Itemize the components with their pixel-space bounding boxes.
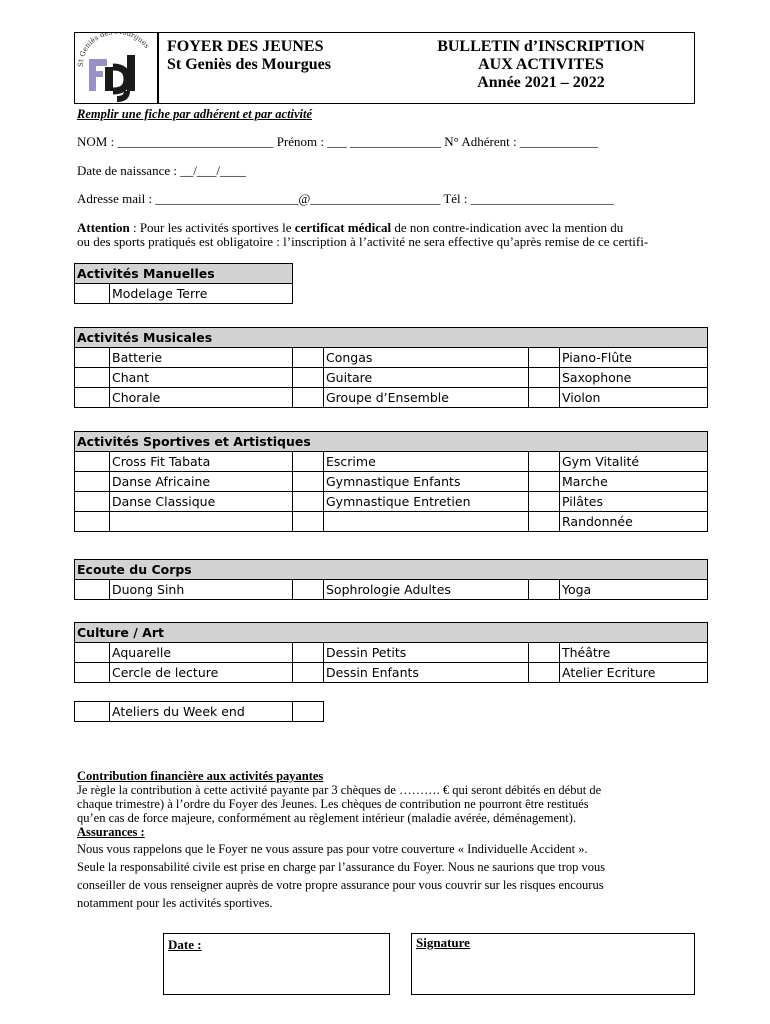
- activity-label: Dessin Petits: [324, 643, 529, 663]
- assurances-line-3: conseiller de vous renseigner auprès de votre propre assurance pour vous couvrir sur les risques encourus: [77, 878, 604, 892]
- org-line-1: FOYER DES JEUNES: [167, 38, 324, 55]
- fdj-logo-icon: [75, 33, 157, 103]
- checkbox[interactable]: [529, 348, 560, 368]
- contact-fields[interactable]: Adresse mail : ______________________@____________________ Tél : ______________________: [77, 191, 614, 206]
- checkbox[interactable]: [75, 580, 110, 600]
- activity-label: Théâtre: [560, 643, 708, 663]
- activity-label: Congas: [324, 348, 529, 368]
- activity-label: Pilâtes: [560, 492, 708, 512]
- activity-label: Dessin Enfants: [324, 663, 529, 683]
- weekend-label: Ateliers du Week end: [110, 702, 293, 722]
- checkbox[interactable]: [293, 388, 324, 408]
- checkbox-weekend[interactable]: [75, 702, 110, 722]
- org-line-2: St Geniès des Mourgues: [167, 56, 331, 73]
- attention-note: Attention : Pour les activités sportives le certificat médical de non contre-indication avec la mention du ou des sports pratiqués est obligatoire : l’inscription à l’activité ne sera effective qu’après remise de ce certifi-: [77, 220, 649, 249]
- activity-label: Guitare: [324, 368, 529, 388]
- name-fields[interactable]: NOM : ________________________ Prénom : ___ ______________ N° Adhérent : ____________: [77, 134, 598, 149]
- instruction: Remplir une fiche par adhérent et par activité: [77, 107, 313, 121]
- checkbox[interactable]: [75, 452, 110, 472]
- assurances-line-1: Nous vous rappelons que le Foyer ne vous assure pas pour votre couverture « Individuelle Accident ».: [77, 842, 588, 856]
- checkbox[interactable]: [529, 663, 560, 683]
- table-musicales: [74, 327, 708, 408]
- checkbox[interactable]: [75, 643, 110, 663]
- table-culture: [74, 622, 708, 683]
- assurances-line-4: notamment pour les activités sportives.: [77, 896, 273, 910]
- activity-label: Gymnastique Entretien: [324, 492, 529, 512]
- checkbox[interactable]: [293, 663, 324, 683]
- org-name: [167, 38, 331, 74]
- activity-label: Escrime: [324, 452, 529, 472]
- title-line-3: Année 2021 – 2022: [477, 74, 605, 91]
- title-line-1: BULLETIN d’INSCRIPTION: [437, 38, 645, 55]
- form-title: [421, 38, 661, 92]
- checkbox[interactable]: [529, 512, 560, 532]
- section-title: Culture / Art: [75, 623, 708, 643]
- birth-date-field[interactable]: Date de naissance : __/___/____: [77, 163, 246, 178]
- assurances-section: [77, 840, 697, 912]
- activity-label: Batterie: [110, 348, 293, 368]
- section-title: Activités Manuelles: [75, 264, 293, 284]
- checkbox[interactable]: [529, 368, 560, 388]
- attention-label: Attention: [77, 220, 130, 235]
- certificat-medical: certificat médical: [294, 220, 392, 235]
- checkbox[interactable]: [293, 492, 324, 512]
- checkbox[interactable]: [75, 388, 110, 408]
- logo-text: St Geniès de urgues: [76, 33, 151, 68]
- checkbox[interactable]: [75, 348, 110, 368]
- activity-label: Marche: [560, 472, 708, 492]
- checkbox[interactable]: [529, 472, 560, 492]
- date-box[interactable]: [163, 933, 390, 995]
- contribution-title: Contribution financière aux activités payantes: [77, 769, 324, 783]
- checkbox[interactable]: [529, 643, 560, 663]
- contribution-line-1: Je règle la contribution à cette activité payante par 3 chèques de ………. € qui seront débités en début de: [77, 783, 602, 797]
- activity-label: Cercle de lecture: [110, 663, 293, 683]
- activity-label: Gymnastique Enfants: [324, 472, 529, 492]
- date-label: Date :: [168, 937, 202, 952]
- activity-label: Cross Fit Tabata: [110, 452, 293, 472]
- table-manuelles: [74, 263, 293, 304]
- checkbox[interactable]: [529, 388, 560, 408]
- table-corps: [74, 559, 708, 600]
- logo: [74, 32, 158, 104]
- activity-label: Duong Sinh: [110, 580, 293, 600]
- empty-cell: [293, 512, 324, 532]
- activity-label: Sophrologie Adultes: [324, 580, 529, 600]
- checkbox-modelage-terre[interactable]: [75, 284, 110, 304]
- section-title: Activités Sportives et Artistiques: [75, 432, 708, 452]
- header-box: [158, 32, 695, 104]
- empty-cell: [75, 512, 110, 532]
- activity-label: Saxophone: [560, 368, 708, 388]
- checkbox[interactable]: [75, 472, 110, 492]
- contribution-section: [77, 769, 697, 839]
- title-line-2: AUX ACTIVITES: [478, 56, 604, 73]
- activity-label: Randonnée: [560, 512, 708, 532]
- section-title: Ecoute du Corps: [75, 560, 708, 580]
- activity-label: Gym Vitalité: [560, 452, 708, 472]
- svg-text:St Geniès des Mourgues: [77, 33, 151, 67]
- checkbox[interactable]: [75, 492, 110, 512]
- empty-cell: [110, 512, 293, 532]
- checkbox[interactable]: [75, 663, 110, 683]
- checkbox[interactable]: [529, 452, 560, 472]
- table-weekend: [74, 701, 324, 722]
- contribution-line-2: chaque trimestre) à l’ordre du Foyer des Jeunes. Les chèques de contribution ne pourront être restitués: [77, 797, 589, 811]
- activity-label: Violon: [560, 388, 708, 408]
- activity-label: Chorale: [110, 388, 293, 408]
- checkbox[interactable]: [293, 368, 324, 388]
- activity-label: Aquarelle: [110, 643, 293, 663]
- empty-cell: [324, 512, 529, 532]
- signature-box[interactable]: [411, 933, 695, 995]
- signature-label: Signature: [416, 935, 470, 950]
- checkbox[interactable]: [293, 452, 324, 472]
- contribution-line-3: qu’en cas de force majeure, conformément au règlement intérieur (maladie avérée, déménagement).: [77, 811, 577, 825]
- checkbox[interactable]: [293, 580, 324, 600]
- activity-label: Yoga: [560, 580, 708, 600]
- activity-label: Danse Africaine: [110, 472, 293, 492]
- activity-label: Chant: [110, 368, 293, 388]
- checkbox[interactable]: [293, 472, 324, 492]
- checkbox[interactable]: [75, 368, 110, 388]
- checkbox[interactable]: [529, 580, 560, 600]
- activity-label: Groupe d’Ensemble: [324, 388, 529, 408]
- table-sportives: [74, 431, 708, 532]
- checkbox[interactable]: [529, 492, 560, 512]
- section-title: Activités Musicales: [75, 328, 708, 348]
- activity-label: Modelage Terre: [110, 284, 293, 304]
- checkbox-weekend-extra[interactable]: [293, 702, 324, 722]
- activity-label: Piano-Flûte: [560, 348, 708, 368]
- assurances-title: Assurances :: [77, 825, 145, 839]
- checkbox[interactable]: [293, 348, 324, 368]
- checkbox[interactable]: [293, 643, 324, 663]
- activity-label: Atelier Ecriture: [560, 663, 708, 683]
- activity-label: Danse Classique: [110, 492, 293, 512]
- assurances-line-2: Seule la responsabilité civile est prise en charge par l’assurance du Foyer. Nous ne saurions que trop vous: [77, 860, 606, 874]
